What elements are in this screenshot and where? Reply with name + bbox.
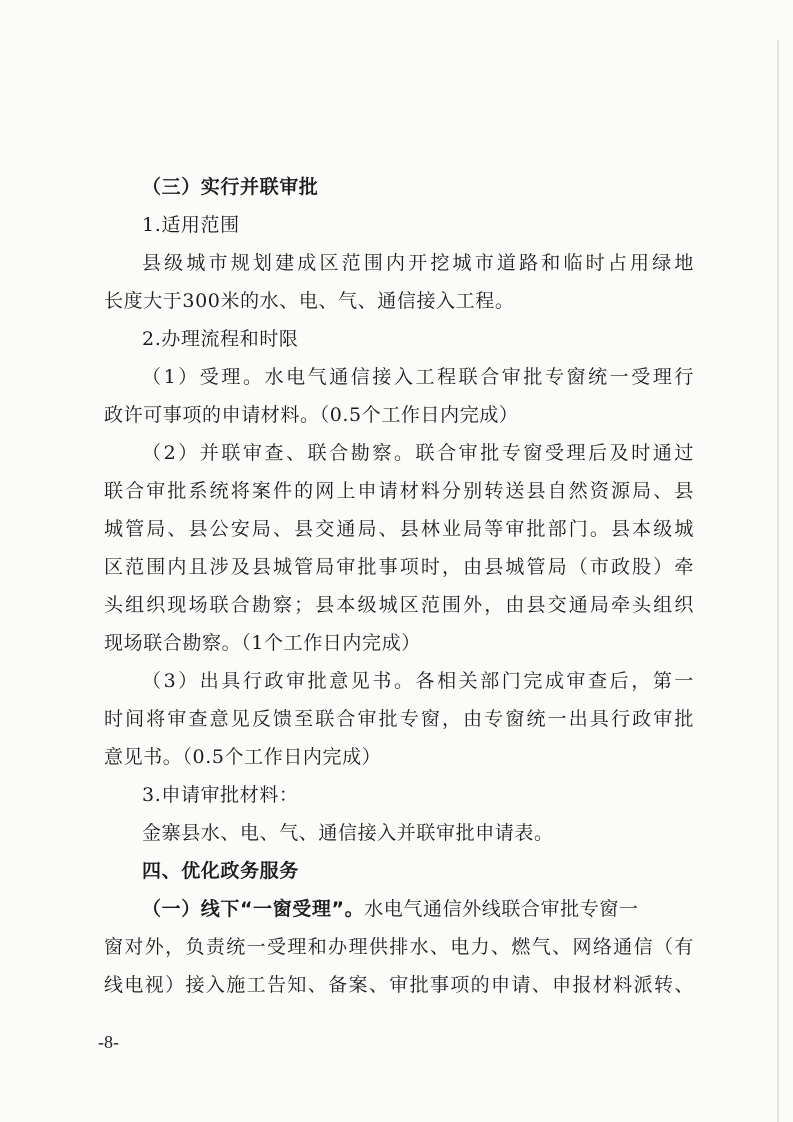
paragraph-line: （2）并联审查、联合勘察。联合审批专窗受理后及时通过 xyxy=(142,442,694,464)
paragraph-line: 金寨县水、电、气、通信接入并联审批申请表。 xyxy=(142,822,554,844)
paragraph-line xyxy=(104,890,694,928)
paragraph-line: 头组织现场联合勘察；县本级城区范围外，由县交通局牵头组织 xyxy=(104,594,694,616)
paragraph-line: 政许可事项的申请材料。（0.5个工作日内完成） xyxy=(104,404,519,426)
page-number: -8- xyxy=(98,1032,119,1052)
paragraph-line: （1）受理。水电气通信接入工程联合审批专窗统一受理行 xyxy=(142,366,694,388)
subheading-scope: 1.适用范围 xyxy=(142,214,240,236)
subheading-process: 2.办理流程和时限 xyxy=(142,328,299,350)
paragraph-line: 县级城市规划建成区范围内开挖城市道路和临时占用绿地 xyxy=(142,252,694,274)
paragraph-line: 长度大于300米的水、电、气、通信接入工程。 xyxy=(104,290,515,312)
subheading-materials: 3.申请审批材料： xyxy=(142,784,299,806)
paragraph-line: 意见书。（0.5个工作日内完成） xyxy=(104,746,382,768)
paragraph-line: 窗对外，负责统一受理和办理供排水、电力、燃气、网络通信（有 xyxy=(104,936,694,958)
section-heading-4: 四、优化政务服务 xyxy=(142,860,299,882)
paragraph-line: 联合审批系统将案件的网上申请材料分别转送县自然资源局、县 xyxy=(104,480,694,502)
document-body xyxy=(104,168,694,1004)
inline-text: 水电气通信外线联合审批专窗一 xyxy=(364,898,639,920)
paragraph-line: 城管局、县公安局、县交通局、县林业局等审批部门。县本级城 xyxy=(104,518,694,540)
paragraph-line: 区范围内且涉及县城管局审批事项时，由县城管局（市政股）牵 xyxy=(104,556,694,578)
section-heading-3: （三）实行并联审批 xyxy=(142,176,319,198)
paragraph-line: 时间将审查意见反馈至联合审批专窗，由专窗统一出具行政审批 xyxy=(104,708,694,730)
paragraph-line: 现场联合勘察。（1个工作日内完成） xyxy=(104,632,421,654)
paragraph-line: 线电视）接入施工告知、备案、审批事项的申请、申报材料派转、 xyxy=(104,974,694,996)
paragraph-line: （3）出具行政审批意见书。各相关部门完成审查后，第一 xyxy=(142,670,694,692)
inline-bold-heading: （一）线下“一窗受理”。 xyxy=(142,898,365,920)
